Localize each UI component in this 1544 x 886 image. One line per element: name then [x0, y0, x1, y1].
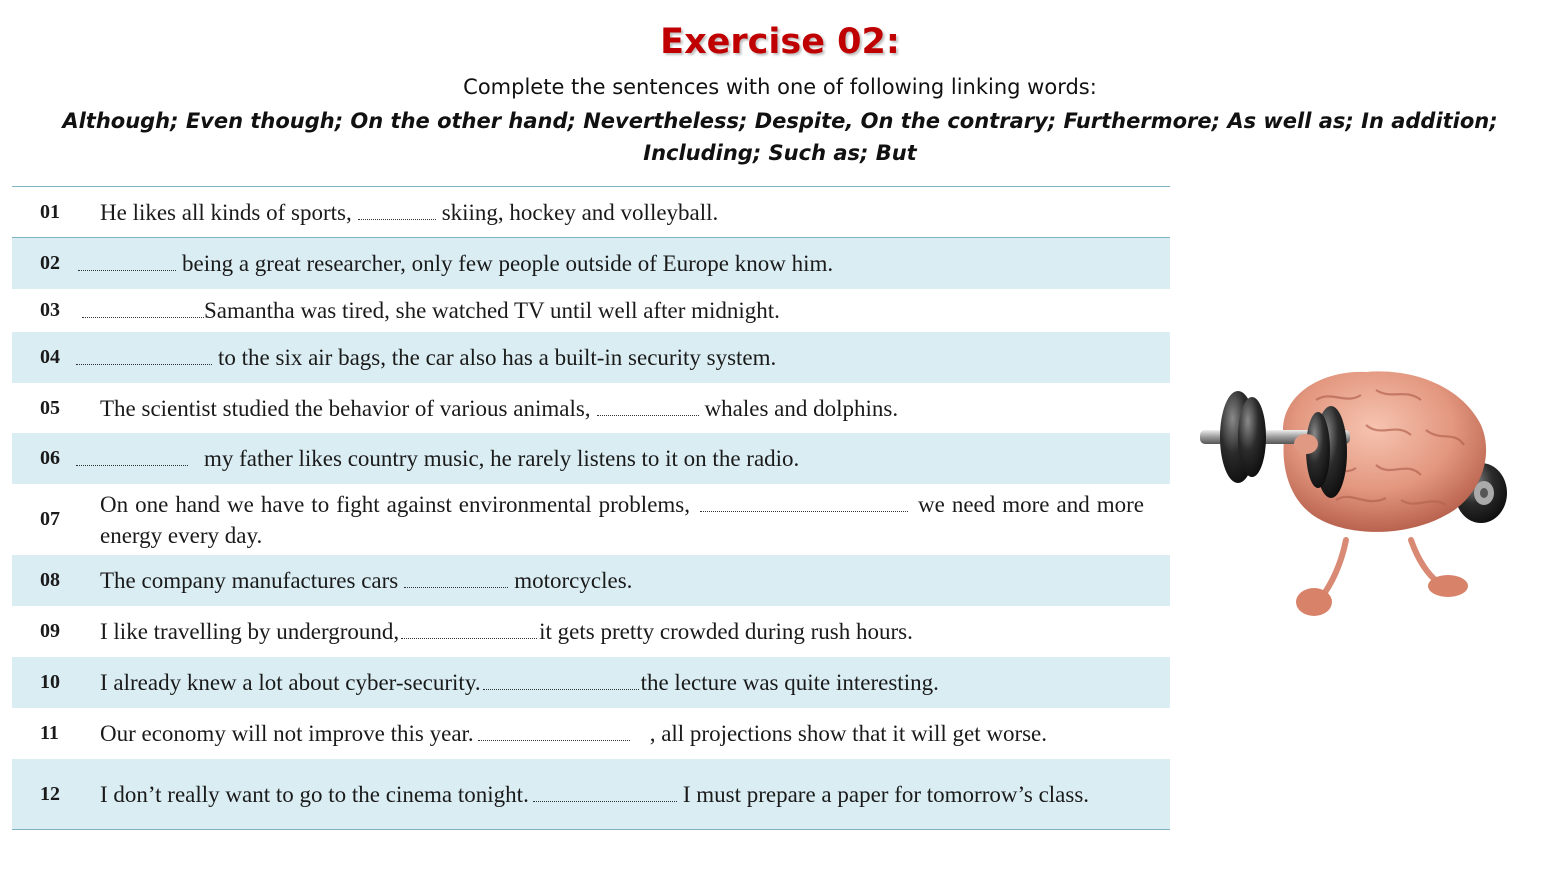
exercise-sentence — [100, 667, 1150, 698]
exercise-sentence — [100, 565, 1150, 596]
exercise-number: 01 — [40, 200, 60, 223]
answer-blank[interactable] — [597, 401, 699, 416]
exercise-number: 04 — [40, 346, 60, 368]
exercise-number: 10 — [40, 671, 60, 693]
exercise-row — [12, 289, 1170, 332]
exercise-row — [12, 555, 1170, 606]
sentence-after: it gets pretty crowded during rush hours. — [539, 619, 913, 644]
exercise-row — [12, 383, 1170, 433]
exercise-number: 07 — [40, 508, 60, 530]
exercise-table — [12, 186, 1170, 830]
exercise-instructions: Complete the sentences with one of following linking words: — [463, 75, 1097, 99]
answer-blank[interactable] — [483, 675, 639, 690]
sentence-after: the lecture was quite interesting. — [640, 670, 939, 695]
exercise-row — [12, 657, 1170, 708]
sentence-after: being a great researcher, only few people outside of Europe know him. — [182, 251, 834, 276]
answer-blank[interactable] — [76, 451, 188, 466]
exercise-sentence — [100, 197, 1150, 228]
sentence-after: whales and dolphins. — [704, 395, 899, 421]
brain-lifting-dumbbell-icon — [1196, 360, 1526, 625]
exercise-row — [12, 238, 1170, 289]
sentence-after: we need more and more energy every day. — [100, 491, 1144, 548]
exercise-row — [12, 606, 1170, 657]
exercise-title: Exercise 02: — [660, 22, 900, 62]
exercise-row — [12, 708, 1170, 759]
sentence-after: my father likes country music, he rarely listens to it on the radio. — [204, 446, 800, 471]
sentence-after: I must prepare a paper for tomorrow’s class. — [682, 781, 1090, 807]
answer-blank[interactable] — [401, 624, 537, 639]
exercise-number: 09 — [40, 620, 60, 642]
sentence-after: , all projections show that it will get worse. — [649, 721, 1048, 746]
exercise-number: 02 — [40, 252, 60, 274]
answer-blank[interactable] — [358, 205, 436, 220]
exercise-number: 08 — [40, 569, 60, 591]
answer-blank[interactable] — [76, 350, 212, 365]
sentence-after: Samantha was tired, she watched TV until well after midnight. — [204, 298, 780, 323]
exercise-sentence — [76, 295, 1150, 326]
sentence-before: On one hand we have to fight against environmental problems, — [100, 491, 690, 517]
linking-words-list: Although; Even though; On the other hand; Nevertheless; Despite, On the contrary; Furthermore; As well as; In addition; Including; Such as; But — [62, 109, 1498, 165]
exercise-row — [12, 759, 1170, 829]
sentence-before: I don’t really want to go to the cinema tonight. — [100, 781, 529, 807]
exercise-number: 06 — [40, 447, 60, 469]
sentence-after: skiing, hockey and volleyball. — [441, 199, 719, 225]
sentence-before: The company manufactures cars — [100, 568, 399, 593]
exercise-row — [12, 433, 1170, 484]
exercise-sentence — [100, 489, 1144, 551]
exercise-number: 03 — [40, 299, 60, 321]
exercise-sentence — [100, 718, 1150, 749]
answer-blank[interactable] — [404, 573, 508, 588]
sentence-before: Our economy will not improve this year. — [100, 721, 474, 746]
exercise-sentence — [76, 443, 1150, 474]
exercise-number: 05 — [40, 396, 60, 419]
exercise-sentence — [76, 248, 1150, 279]
answer-blank[interactable] — [78, 256, 176, 271]
exercise-sentence — [100, 779, 1140, 810]
exercise-row — [12, 332, 1170, 383]
sentence-before: I already knew a lot about cyber-security. — [100, 670, 481, 695]
exercise-number: 11 — [40, 722, 59, 744]
answer-blank[interactable] — [533, 787, 677, 802]
exercise-sentence — [100, 616, 1150, 647]
exercise-number: 12 — [40, 782, 60, 805]
exercise-sentence — [100, 393, 1150, 424]
exercise-row — [12, 187, 1170, 238]
answer-blank[interactable] — [478, 726, 630, 741]
sentence-before: I like travelling by underground, — [100, 619, 400, 644]
exercise-sentence — [76, 342, 1150, 373]
sentence-before: He likes all kinds of sports, — [100, 199, 352, 225]
answer-blank[interactable] — [82, 303, 204, 318]
sentence-before: The scientist studied the behavior of various animals, — [100, 395, 591, 421]
sentence-after: motorcycles. — [514, 568, 633, 593]
sentence-after: to the six air bags, the car also has a built-in security system. — [218, 345, 777, 370]
answer-blank[interactable] — [700, 497, 908, 512]
exercise-row — [12, 484, 1170, 555]
